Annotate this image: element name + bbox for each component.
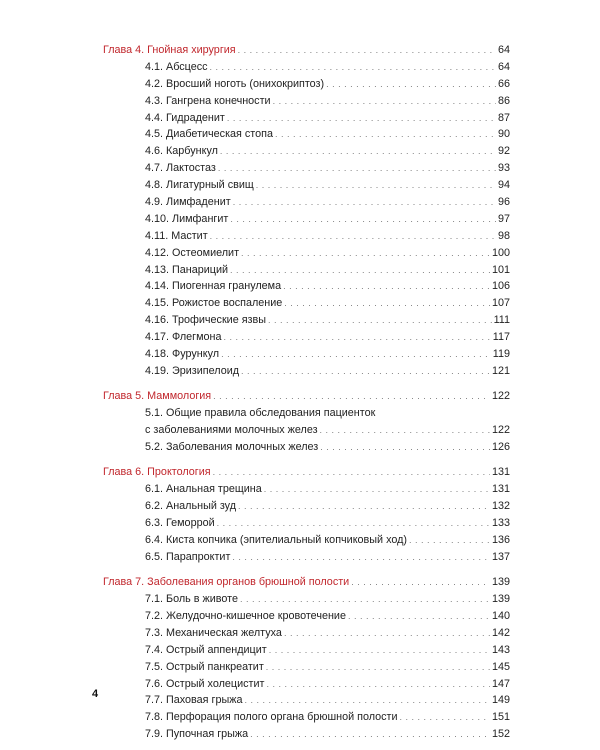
entry-page: 137	[491, 550, 510, 563]
toc-entry[interactable]	[103, 211, 510, 228]
leader-dots	[266, 659, 490, 676]
entry-page: 107	[491, 297, 510, 310]
leader-dots	[233, 194, 496, 211]
entry-title: 7.8. Перфорация полого органа брюшной полости	[145, 711, 398, 724]
leader-dots	[240, 591, 490, 608]
toc-entry[interactable]	[103, 194, 510, 211]
toc-entry[interactable]	[103, 312, 510, 329]
leader-dots	[230, 262, 490, 279]
chapter-title: Глава 5. Маммология	[103, 390, 212, 403]
leader-dots	[241, 245, 490, 262]
toc-entry[interactable]	[103, 532, 510, 549]
toc-entry[interactable]	[103, 93, 510, 110]
toc-entry[interactable]	[103, 642, 510, 659]
entry-page: 147	[491, 677, 510, 690]
entry-page: 100	[491, 246, 510, 259]
entry-title: 4.14. Пиогенная гранулема	[145, 280, 282, 293]
leader-dots	[268, 312, 492, 329]
entry-title: 7.2. Желудочно-кишечное кровотечение	[145, 610, 346, 622]
leader-dots	[213, 388, 490, 405]
leader-dots	[326, 76, 496, 93]
toc-entry[interactable]	[103, 676, 510, 693]
chapter-page: 122	[491, 390, 510, 403]
entry-title: 4.11. Мастит	[145, 229, 208, 242]
entry-page: 122	[491, 424, 510, 437]
toc-entry[interactable]	[103, 329, 510, 346]
entry-title: 4.4. Гидраденит	[145, 111, 225, 124]
entry-page: 149	[491, 694, 510, 707]
entry-page: 119	[492, 348, 510, 361]
leader-dots	[400, 709, 490, 726]
chapter-title: Глава 7. Заболевания органов брюшной полости	[103, 576, 350, 589]
leader-dots	[224, 329, 491, 346]
entry-page: 66	[497, 77, 510, 90]
toc-entry[interactable]	[103, 608, 510, 625]
entry-page: 152	[491, 728, 510, 741]
chapter-page: 131	[491, 466, 510, 479]
leader-dots	[244, 692, 490, 709]
toc-entry[interactable]	[103, 498, 510, 515]
entry-page: 142	[491, 626, 510, 639]
entry-title: 4.7. Лактостаз	[145, 162, 216, 175]
leader-dots	[227, 110, 496, 127]
toc-entry[interactable]	[103, 177, 510, 194]
entry-page: 96	[497, 196, 510, 209]
toc-entry[interactable]	[103, 346, 510, 363]
toc-entry[interactable]	[103, 245, 510, 262]
entry-title: 4.19. Эризипелоид	[145, 364, 240, 377]
toc-entry[interactable]	[103, 295, 510, 312]
chapter-title: Глава 6. Проктология	[103, 466, 211, 479]
entry-title: 4.1. Абсцесс	[145, 60, 208, 73]
entry-title: 4.15. Рожистое воспаление	[145, 297, 283, 310]
toc-entry[interactable]	[103, 110, 510, 127]
entry-title: 6.3. Геморрой	[145, 517, 215, 530]
entry-page: 131	[491, 483, 510, 496]
leader-dots	[210, 228, 496, 245]
entry-title: 6.5. Парапроктит	[145, 550, 231, 563]
entry-title-first-line[interactable]: 5.1. Общие правила обследования пациенток	[145, 407, 376, 420]
entry-page: 87	[497, 111, 510, 124]
entry-page: 101	[491, 263, 510, 276]
leader-dots	[348, 608, 490, 625]
entry-title: 7.5. Острый панкреатит	[145, 660, 264, 673]
toc-entry[interactable]	[103, 515, 510, 532]
leader-dots	[217, 515, 490, 532]
entry-title: 4.12. Остеомиелит	[145, 246, 240, 259]
leader-dots	[266, 676, 490, 693]
leader-dots	[220, 143, 496, 160]
entry-title: 6.1. Анальная трещина	[145, 483, 262, 496]
entry-page: 117	[492, 331, 510, 344]
toc-entry[interactable]	[103, 726, 510, 743]
entry-title: 4.16. Трофические язвы	[145, 314, 267, 327]
entry-title: 7.3. Механическая желтуха	[145, 626, 282, 639]
entry-page: 133	[491, 517, 510, 530]
leader-dots	[269, 642, 490, 659]
toc-entry[interactable]	[103, 709, 510, 726]
toc-entry[interactable]	[103, 591, 510, 608]
toc-entry[interactable]	[103, 481, 510, 498]
entry-title: с заболеваниями молочных желез	[145, 424, 318, 437]
chapter-7-entry[interactable]	[103, 574, 510, 591]
leader-dots	[284, 625, 490, 642]
entry-title: 4.6. Карбункул	[145, 145, 218, 158]
entry-page: 92	[497, 145, 510, 158]
chapter-6-entry[interactable]	[103, 464, 510, 481]
entry-page: 64	[497, 60, 510, 73]
leader-dots	[232, 549, 490, 566]
entry-title: 4.10. Лимфангит	[145, 212, 229, 225]
entry-page: 86	[497, 94, 510, 107]
leader-dots	[283, 278, 490, 295]
leader-dots	[351, 574, 490, 591]
toc-entry[interactable]	[103, 659, 510, 676]
entry-title: 7.9. Пупочная грыжа	[145, 728, 249, 741]
entry-page: 132	[491, 500, 510, 513]
chapter-title: Глава 4. Гнойная хирургия	[103, 44, 236, 56]
entry-title: 4.3. Гангрена конечности	[145, 94, 271, 107]
leader-dots	[218, 160, 496, 177]
leader-dots	[213, 464, 490, 481]
leader-dots	[256, 177, 496, 194]
leader-dots	[241, 363, 490, 380]
entry-title: 4.8. Лигатурный свищ	[145, 179, 254, 192]
entry-page: 140	[491, 610, 510, 622]
leader-dots	[284, 295, 490, 312]
entry-title: 7.4. Острый аппендицит	[145, 643, 267, 656]
entry-page: 98	[497, 229, 510, 242]
leader-dots	[230, 211, 496, 228]
entry-page: 93	[497, 162, 510, 175]
entry-page: 111	[493, 314, 510, 327]
toc-entry[interactable]	[103, 76, 510, 93]
leader-dots	[409, 532, 490, 549]
toc-entry[interactable]	[103, 228, 510, 245]
toc-entry[interactable]	[103, 422, 510, 439]
chapter-4-entry[interactable]	[103, 42, 510, 59]
leader-dots	[238, 42, 496, 59]
entry-page: 121	[491, 364, 510, 377]
entry-title: 6.4. Киста копчика (эпителиальный копчиковый ход)	[145, 533, 408, 546]
leader-dots	[273, 93, 496, 110]
leader-dots	[221, 346, 491, 363]
chapter-5-entry[interactable]	[103, 388, 510, 405]
entry-page: 145	[491, 660, 510, 673]
entry-title: 7.6. Острый холецистит	[145, 677, 265, 690]
toc-entry[interactable]	[103, 278, 510, 295]
entry-title: 5.2. Заболевания молочных желез	[145, 440, 319, 453]
table-of-contents	[103, 42, 510, 743]
entry-page: 106	[491, 280, 510, 293]
toc-entry[interactable]	[103, 439, 510, 456]
page-number: 4	[92, 688, 99, 700]
entry-page: 97	[497, 212, 510, 225]
entry-title: 7.1. Боль в животе	[145, 593, 238, 606]
entry-page: 139	[491, 593, 510, 606]
entry-title: 4.17. Флегмона	[145, 331, 222, 344]
leader-dots	[320, 439, 490, 456]
toc-entry[interactable]	[103, 143, 510, 160]
toc-entry[interactable]	[103, 262, 510, 279]
entry-page: 94	[497, 179, 510, 192]
leader-dots	[264, 481, 490, 498]
leader-dots	[210, 59, 496, 76]
chapter-page: 64	[497, 44, 510, 56]
leader-dots	[250, 726, 490, 743]
entry-page: 136	[491, 533, 510, 546]
entry-title: 7.7. Паховая грыжа	[145, 694, 243, 707]
toc-entry[interactable]	[103, 126, 510, 143]
leader-dots	[238, 498, 490, 515]
entry-title: 4.13. Панариций	[145, 263, 229, 276]
entry-page: 90	[497, 128, 510, 141]
entry-title: 4.18. Фурункул	[145, 348, 220, 361]
entry-title: 6.2. Анальный зуд	[145, 500, 237, 513]
toc-entry[interactable]	[103, 160, 510, 177]
toc-entry[interactable]	[103, 59, 510, 76]
toc-entry[interactable]	[103, 549, 510, 566]
chapter-page: 139	[491, 576, 510, 589]
entry-page: 143	[491, 643, 510, 656]
entry-page: 151	[491, 711, 510, 724]
toc-entry[interactable]	[103, 625, 510, 642]
toc-entry[interactable]	[103, 692, 510, 709]
entry-title: 4.5. Диабетическая стопа	[145, 128, 273, 141]
toc-entry[interactable]	[103, 363, 510, 380]
leader-dots	[275, 126, 496, 143]
leader-dots	[320, 422, 490, 439]
entry-title: 4.2. Вросший ноготь (онихокриптоз)	[145, 77, 325, 90]
entry-title: 4.9. Лимфаденит	[145, 196, 231, 209]
entry-page: 126	[491, 440, 510, 453]
